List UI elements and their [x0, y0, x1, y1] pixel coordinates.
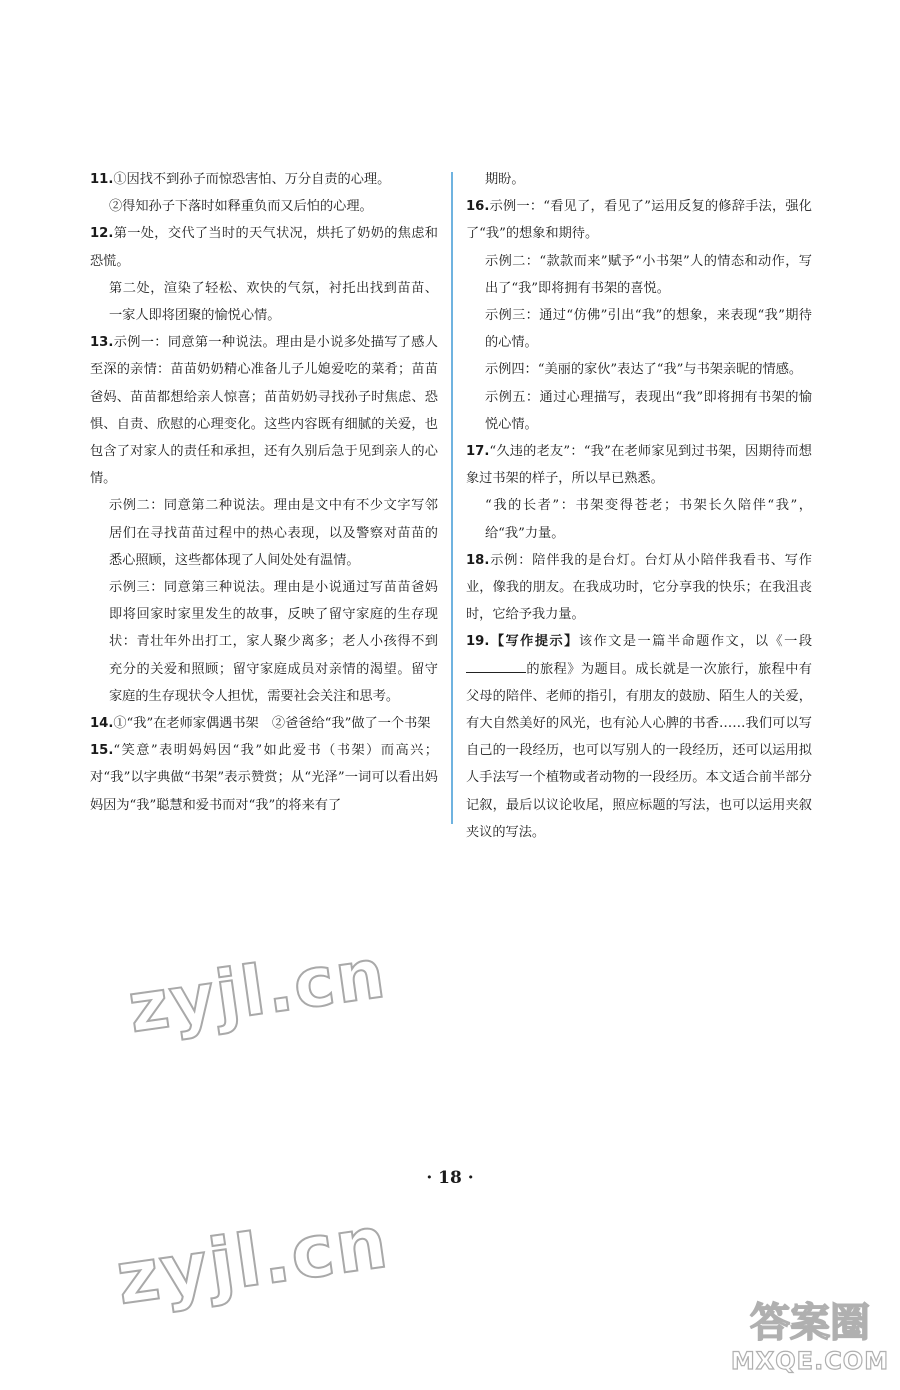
answer-text: 第二处，渲染了轻松、欢快的气氛，衬托出找到苗苗、一家人即将团聚的愉悦心情。 [109, 280, 438, 324]
answer-text: “笑意”表明妈妈因“我”如此爱书（书架）而高兴；对“我”以字典做“书架”表示赞赏；从“光泽”一词可以看出妈妈因为“我”聪慧和爱书而对“我”的将来有了 [90, 743, 438, 813]
answer-text: 的旅程》为题目。成长就是一次旅行，旅程中有父母的陪伴、老师的指引，有朋友的鼓励、陌生人的关爱，有大自然美好的风光，也有沁人心脾的书香……我们可以写自己的一段经历，也可以写别人的一段经历，还可以运用拟人手法写一个植物或者动物的一段经历。本文适合前半部分记叙，最后以议论收尾，照应标题的写法，也可以运用夹叙夹议的写法。 [466, 661, 812, 840]
watermark-top: zyjl.cn [123, 934, 392, 1049]
question-19 [466, 628, 812, 846]
corner-logo-en: MXQE.COM [730, 1347, 890, 1375]
question-number: 17. [466, 444, 490, 460]
question-13 [90, 329, 438, 492]
question-number: 12. [90, 226, 114, 242]
question-14 [90, 710, 438, 737]
answer-text: 该作文是一篇半命题作文，以《一段 [578, 634, 813, 650]
answer-text: ②得知孙子下落时如释重负而又后怕的心理。 [109, 199, 373, 215]
answer-text: 示例二：同意第二种说法。理由是文中有不少文字写邻居们在寻找苗苗过程中的热心表现，以及警察对苗苗的悉心照顾，这些都体现了人间处处有温情。 [109, 498, 438, 568]
answer-text: 示例五：通过心理描写，表现出“我”即将拥有书架的愉悦心情。 [485, 389, 812, 432]
answer-text: “我的长者”：书架变得苍老；书架长久陪伴“我”，给“我”力量。 [485, 498, 812, 541]
question-number: 11. [90, 172, 114, 187]
page-number: · 18 · [426, 1168, 474, 1188]
left-column [90, 166, 438, 819]
question-number: 14. [90, 716, 114, 732]
question-16 [466, 193, 812, 247]
answer-text: 期盼。 [485, 172, 525, 187]
answer-text: ①“我”在老师家偶遇书架 ②爸爸给“我”做了一个书架 [113, 716, 431, 732]
question-17 [466, 438, 812, 492]
right-column [466, 166, 812, 846]
answer-text: 示例四：“美丽的家伙”表达了“我”与书架亲昵的情感。 [485, 362, 803, 378]
answer-text: 示例三：同意第三种说法。理由是小说通过写苗苗爸妈即将回家时家里发生的故事，反映了留守家庭的生存现状：青壮年外出打工，家人聚少离多；老人小孩得不到充分的关爱和照顾；留守家庭成员对亲情的渴望。留守家庭的生存现状令人担忧，需要社会关注和思考。 [109, 580, 438, 704]
answer-text: 示例三：通过“仿佛”引出“我”的想象，来表现“我”期待的心情。 [485, 308, 812, 351]
question-number: 18. [466, 552, 490, 568]
writing-tip-label: 【写作提示】 [489, 634, 579, 650]
answer-text: ①因找不到孙子而惊恐害怕、万分自责的心理。 [113, 172, 391, 187]
answer-text: 示例：陪伴我的是台灯。台灯从小陪伴我看书、写作业，像我的朋友。在我成功时，它分享我的快乐；在我沮丧时，它给予我力量。 [466, 552, 812, 623]
question-number: 13. [90, 335, 114, 351]
fill-blank [466, 660, 526, 673]
question-12 [90, 220, 438, 274]
corner-watermark-logo [730, 1300, 890, 1385]
answer-text: 示例一：同意第一种说法。理由是小说多处描写了感人至深的亲情：苗苗奶奶精心准备儿子儿媳爱吃的菜肴；苗苗爸妈、苗苗都想给亲人惊喜；苗苗奶奶寻找孙子时焦虑、恐惧、自责、欣慰的心理变化。这些内容既有细腻的关爱，也包含了对家人的责任和承担，还有久别后急于见到亲人的心情。 [90, 335, 438, 487]
question-18 [466, 547, 812, 629]
question-number: 19. [466, 634, 490, 650]
answer-text: 示例二：“款款而来”赋予“小书架”人的情态和动作，写出了“我”即将拥有书架的喜悦。 [485, 253, 812, 296]
question-number: 15. [90, 743, 114, 759]
question-15 [90, 737, 438, 819]
answer-text: 示例一：“看见了，看见了”运用反复的修辞手法，强化了“我”的想象和期待。 [466, 199, 812, 242]
question-11 [90, 166, 438, 193]
answer-text: 第一处，交代了当时的天气状况，烘托了奶奶的焦虑和恐慌。 [90, 226, 438, 269]
column-divider [451, 172, 453, 824]
corner-logo-cn: 答案圈 [750, 1300, 870, 1346]
answer-text: “久违的老友”：“我”在老师家见到过书架，因期待而想象过书架的样子，所以早已熟悉。 [466, 444, 812, 487]
question-number: 16. [466, 199, 490, 215]
watermark-bottom: zyjl.cn [111, 1199, 395, 1321]
